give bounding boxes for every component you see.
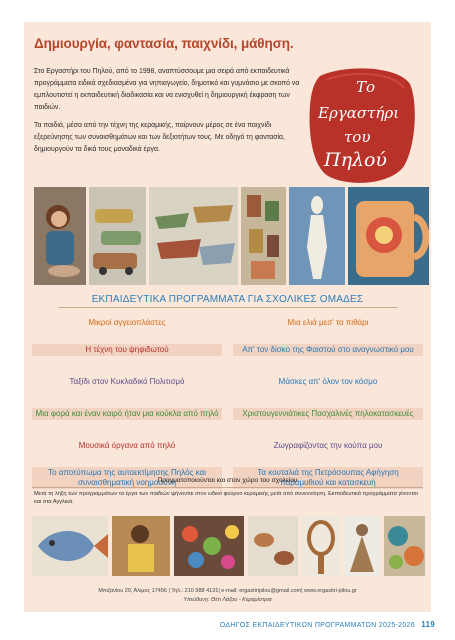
logo-line-2: Εργαστήρι (318, 104, 400, 122)
program-row-3 (32, 366, 423, 398)
guide-footer-label: ΟΔΗΓΟΣ ΕΚΠΑΙΔΕΥΤΙΚΩΝ ΠΡΟΓΡΑΜΜΑΤΩΝ 2025-2026 (219, 622, 415, 629)
workshop-logo (306, 62, 418, 190)
photo-clay-cars (89, 187, 147, 285)
photo-clay-boats (149, 187, 238, 285)
programs-divider (58, 307, 398, 308)
intro-text (34, 66, 302, 162)
programs-heading: ΕΚΠΑΙΔΕΥΤΙΚΑ ΠΡΟΓΡΑΜΜΑΤΑ ΓΙΑ ΣΧΟΛΙΚΕΣ ΟΜΑΔΕΣ (91, 294, 364, 305)
photo-clay-animals (248, 516, 298, 576)
program-row-5 (32, 430, 423, 462)
program-right-2: Απ' τον δίσκο της Φαιστού στο αναγνωστικό μου (233, 344, 423, 356)
contact-line: Μπιζανίου 29, Άλιμος 17456 | Τηλ.: 210 988 4131| e-mail: ergastiripilou@gmail.com| www.ergastiri-pilou.gr (98, 588, 357, 594)
program-left-5: Μουσικά όργανα από πηλό (78, 441, 176, 450)
page-title: Δημιουργία, φαντασία, παιχνίδι, μάθηση. (34, 36, 294, 51)
program-right-5: Ζωγραφίζοντας την κούπα μου (273, 441, 383, 450)
program-right-3: Μάσκες απ' όλον τον κόσμο (278, 377, 378, 386)
program-left-1: Μικροί αγγειοπλάστες (88, 318, 166, 327)
photo-cycladic-figurine (289, 187, 345, 285)
photo-potter-woman (34, 187, 86, 285)
program-row-4 (32, 398, 423, 430)
logo-clay-stone-icon (306, 62, 418, 190)
photo-clay-ornaments (241, 187, 286, 285)
intro-paragraph-2: Τα παιδιά, μέσα από την τέχνη της κεραμικής, παίρνουν μέρος σε ένα παιχνίδι εξερεύνησης των συναισθημάτων και των δεξιοτήτων τους. Με οδηγό τη φαντασία, δημιουργούν τα δικά τους μοναδικά έργα. (34, 122, 285, 153)
photo-painted-mug (348, 187, 429, 285)
firing-note: Μετά τη λήξη των προγραμμάτων τα έργα των παιδιών ψήνονται στον ειδικό φούρνο κεραμικής μετά από συνεννόηση. Εκπαιδευτικά προγράμματα γίνονται και στα Αγγλικά. (34, 491, 418, 505)
page-number: 119 (421, 620, 435, 629)
program-left-3: Ταξίδι στον Κυκλαδικό Πολιτισμό (69, 377, 185, 386)
logo-line-3: του (344, 128, 371, 146)
program-right-4: Χριστουγεννιάτικες Πασχαλινές πηλοκατασκευές (233, 408, 423, 420)
photo-clay-mirror (302, 516, 340, 576)
guide-footer (220, 620, 435, 629)
program-right-6: Τα κουταλιά της Πετρόσουπας Αφήγηση παραμυθιού και κατασκευή (233, 467, 423, 489)
photo-mosaic-plates (384, 516, 425, 576)
bottom-photo-strip (32, 516, 425, 576)
responsible-person: Υπεύθυνη: Θέτι Λάζου - Κεραμίστρια (183, 597, 272, 603)
programs-grid (32, 312, 423, 494)
on-site-note: Πραγματοποιούνται και στον χώρο του σχολείου (157, 477, 298, 484)
notes-divider (32, 487, 423, 488)
program-left-2: Η τέχνη του ψηφιδωτού (32, 344, 222, 356)
photo-mosaic-fish (32, 516, 108, 576)
program-row-2 (32, 334, 423, 366)
program-left-4: Μια φορά και έναν καιρό ήταν μια κούκλα από πηλό (32, 408, 222, 420)
program-row-1 (32, 312, 423, 334)
top-photo-strip (34, 187, 429, 285)
intro-paragraph-1: Στο Εργαστήρι του Πηλού, από το 1998, αναπτύσσουμε μια σειρά από εκπαιδευτικά προγράμματα ειδικά σχεδιασμένα για νηπιαγωγείο, δημοτικό και γυμνάσιο με σκοπό να εμπλουτιστεί η εκπαιδευτική διαδικασία και να ενισχυθεί η δημιουργική έκφραση των παιδιών. (34, 68, 300, 111)
logo-line-1: Το (356, 78, 376, 96)
photo-child-pottery (112, 516, 170, 576)
photo-clay-ornaments-table (174, 516, 244, 576)
logo-line-4: Πηλού (324, 149, 387, 171)
brochure-page (24, 22, 431, 612)
program-right-1: Μια ελιά μεσ' τα πιθάρι (287, 318, 369, 327)
photo-clay-bell-figure (344, 516, 380, 576)
program-left-6: Το αποτύπωμα της αυτοεκτίμησης Πηλός και συναισθηματική νοημοσύνη (32, 467, 222, 489)
